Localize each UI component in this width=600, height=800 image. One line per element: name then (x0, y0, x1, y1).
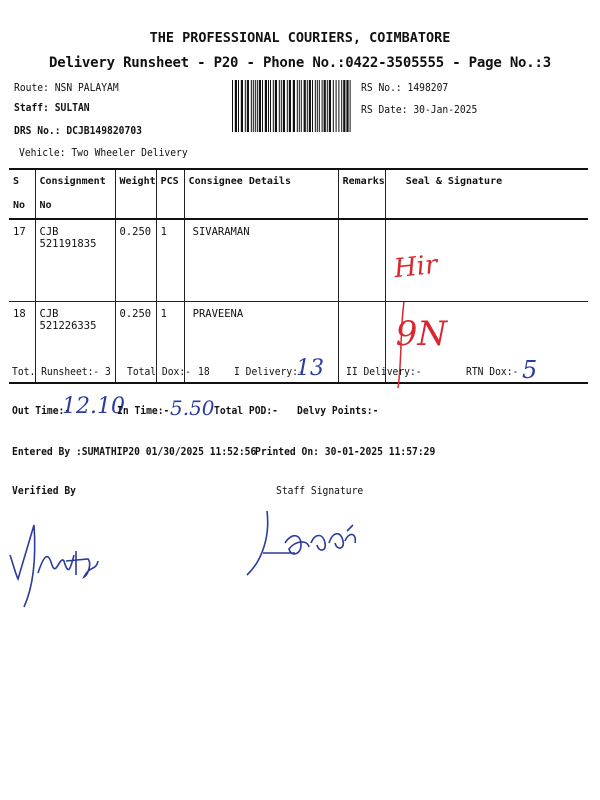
barcode-bar (343, 80, 345, 132)
col-consignee: Consignee Details (184, 169, 338, 219)
rs-date: RS Date: 30-Jan-2025 (361, 104, 478, 116)
row-sno: 17 (9, 219, 35, 301)
barcode-bar (312, 80, 313, 132)
barcode-bar (251, 80, 252, 132)
barcode-bar (346, 80, 348, 132)
total-pod-label: Total POD:- (214, 405, 278, 417)
barcode-bar (336, 80, 337, 132)
col-remarks: Remarks (338, 169, 385, 219)
in-time-label: In Time:- (117, 405, 170, 417)
drs-number: DRS No.: DCJB149820703 (14, 125, 142, 137)
staff-signature (245, 503, 375, 583)
entered-by: Entered By :SUMATHIP20 01/30/2025 11:52:56 (12, 446, 257, 458)
barcode-bar (265, 80, 267, 132)
table-header-row (9, 169, 588, 219)
row-consignment: CJB 521226335 (35, 301, 115, 383)
row-weight: 0.250 (115, 301, 156, 383)
barcode-bar (259, 80, 261, 132)
i-delivery-handwritten: 13 (296, 356, 324, 381)
staff-label: Staff: SULTAN (14, 102, 90, 114)
barcode-bar (341, 80, 342, 132)
barcode-bar (299, 80, 300, 132)
barcode-bar (255, 80, 256, 132)
row-consignment: CJB 521191835 (35, 219, 115, 301)
barcode-graphic (230, 80, 354, 132)
verified-by-label: Verified By (12, 485, 76, 497)
printed-on: Printed On: 30-01-2025 11:57:29 (255, 446, 436, 458)
company-title: THE PROFESSIONAL COURIERS, COIMBATORE (149, 30, 451, 46)
barcode-bar (338, 80, 339, 132)
barcode-bar (324, 80, 326, 132)
barcode-bar (279, 80, 280, 132)
out-time-handwritten: 12.10 (62, 394, 125, 419)
barcode-bar (275, 80, 277, 132)
row-signature (385, 219, 588, 301)
vehicle-label: Vehicle: Two Wheeler Delivery (19, 147, 188, 159)
barcode-bar (232, 80, 233, 132)
i-delivery-label: I Delivery:- (234, 366, 304, 378)
row-weight: 0.250 (115, 219, 156, 301)
barcode-bar (304, 80, 306, 132)
table-row (9, 219, 588, 301)
out-time-label: Out Time:- (12, 405, 71, 417)
consignment-table (9, 168, 588, 384)
ii-delivery-label: II Delivery:- (346, 366, 422, 378)
barcode-bar (253, 80, 254, 132)
row-sno: 18 (9, 301, 35, 383)
col-consignment: Consignment No (35, 169, 115, 219)
barcode-bar (293, 80, 295, 132)
barcode-bar (273, 80, 274, 132)
barcode-bar (235, 80, 237, 132)
barcode-bar (268, 80, 269, 132)
handwritten-signature-18: 9N (395, 313, 448, 354)
delvy-points-label: Delvy Points:- (297, 405, 379, 417)
row-remarks (338, 219, 385, 301)
barcode-bar (262, 80, 263, 132)
barcode-bar (297, 80, 298, 132)
barcode-bar (270, 80, 271, 132)
col-pcs: PCS (156, 169, 184, 219)
barcode-bar (322, 80, 323, 132)
rtn-dox-handwritten: 5 (522, 356, 538, 384)
barcode-bar (245, 80, 246, 132)
barcode-bar (317, 80, 318, 132)
col-signature: Seal & Signature (385, 169, 588, 219)
rtn-dox-label: RTN Dox:- (466, 366, 519, 378)
total-dox-label: Total Dox:- (127, 366, 191, 378)
row-consignee: PRAVEENA (184, 301, 338, 383)
barcode-bar (289, 80, 291, 132)
barcode-bar (329, 80, 331, 132)
runsheet-subtitle: Delivery Runsheet - P20 - Phone No.:0422-3505555 - Page No.:3 (49, 55, 551, 71)
barcode-bar (327, 80, 328, 132)
staff-signature-label: Staff Signature (276, 485, 364, 497)
barcode-bar (301, 80, 302, 132)
row-pcs: 1 (156, 219, 184, 301)
barcode-bar (315, 80, 316, 132)
route-label: Route: NSN PALAYAM (14, 82, 119, 94)
barcode-bar (283, 80, 285, 132)
barcode-bar (309, 80, 311, 132)
barcode-bar (257, 80, 258, 132)
barcode-bar (319, 80, 320, 132)
rs-number: RS No.: 1498207 (361, 82, 449, 94)
row-pcs: 1 (156, 301, 184, 383)
total-dox-value: 18 (198, 366, 210, 378)
barcode-bar (281, 80, 282, 132)
barcode-bar (333, 80, 334, 132)
barcode-bar (287, 80, 288, 132)
barcode-bar (247, 80, 249, 132)
barcode-bar (238, 80, 239, 132)
col-weight: Weight (115, 169, 156, 219)
handwritten-signature-17: Hir (392, 249, 439, 285)
total-runsheet: Tot. Runsheet:- 3 (12, 366, 111, 378)
in-time-handwritten: 5.50 (170, 396, 215, 420)
row-consignee: SIVARAMAN (184, 219, 338, 301)
barcode-bar (350, 80, 351, 132)
barcode-bar (241, 80, 243, 132)
barcode-bar (307, 80, 308, 132)
verifier-signature (4, 515, 114, 615)
col-sno: S No (9, 169, 35, 219)
